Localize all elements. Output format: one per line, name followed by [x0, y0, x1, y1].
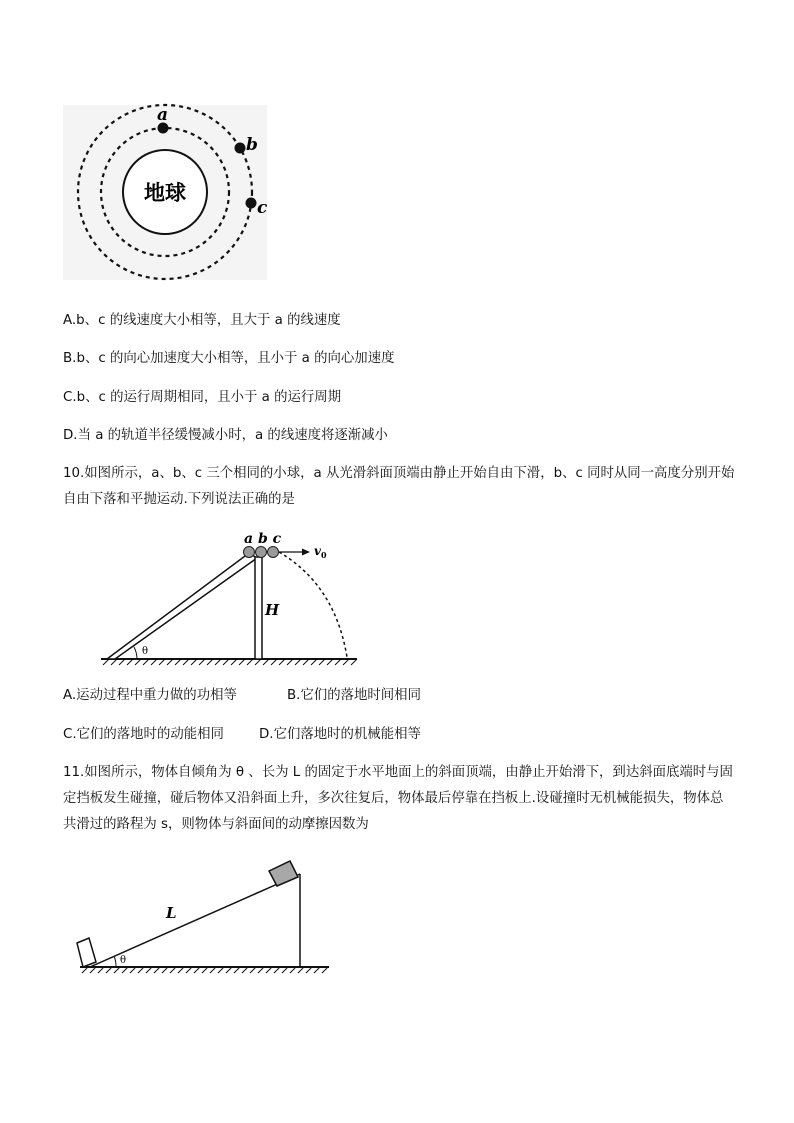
q10-option-a: A.运动过程中重力做的功相等 [63, 688, 237, 703]
incline-ramp [107, 553, 257, 659]
label-a: a [157, 105, 169, 125]
satellite-c [246, 198, 257, 209]
q10-stem: 10.如图所示，a、b、c 三个相同的小球，a 从光滑斜面顶端由静止开始自由下滑，b、c 同时从同一高度分别开始自由下落和平抛运动.下列说法正确的是 [63, 466, 735, 507]
balls-label: a b c [244, 531, 282, 547]
angle-arc [134, 647, 137, 659]
height-label: H [265, 601, 280, 619]
sliding-block [269, 861, 298, 886]
theta-label-2: θ [120, 955, 127, 966]
projectile-figure [97, 530, 367, 670]
angle-arc-2 [114, 956, 116, 967]
q9-option-a: A.b、c 的线速度大小相等，且大于 a 的线速度 [63, 313, 341, 328]
label-b: b [246, 135, 258, 155]
vertical-pillar [255, 557, 262, 659]
incline-block-figure [72, 852, 332, 982]
q9-option-b: B.b、c 的向心加速度大小相等，且小于 a 的向心加速度 [63, 351, 395, 366]
theta-label: θ [142, 646, 149, 657]
ball-a [244, 547, 255, 558]
v0-label [314, 544, 327, 560]
q10-option-b: B.它们的落地时间相同 [287, 688, 421, 703]
label-c: c [257, 198, 268, 218]
q10-option-d: D.它们落地时的机械能相等 [259, 727, 421, 742]
q9-option-c: C.b、c 的运行周期相同，且小于 a 的运行周期 [63, 390, 342, 405]
projectile-path [279, 552, 347, 657]
length-label: L [166, 904, 177, 922]
velocity-arrowhead [302, 549, 310, 556]
q11-stem: 11.如图所示，物体自倾角为 θ 、长为 L 的固定于水平地面上的斜面顶端，由静止开始滑下，到达斜面底端时与固定挡板发生碰撞，碰后物体又沿斜面上升，多次往复后，物体最后停靠在挡板上.设碰撞时无机械能损失，物体总共滑过的路程为 s，则物体与斜面间的动摩擦因数为 [63, 765, 733, 832]
orbit-figure [60, 100, 270, 280]
q9-option-d: D.当 a 的轨道半径缓慢减小时，a 的线速度将逐渐减小 [63, 428, 388, 443]
v0-letter: v [314, 544, 321, 558]
satellite-b [235, 143, 246, 154]
q10-option-c: C.它们的落地时的动能相同 [63, 727, 224, 742]
ball-c [268, 547, 279, 558]
earth-label: 地球 [144, 180, 186, 205]
incline-surface [90, 874, 300, 967]
v0-subscript: 0 [320, 550, 327, 560]
ball-b [256, 547, 267, 558]
barrier-block [77, 938, 96, 967]
